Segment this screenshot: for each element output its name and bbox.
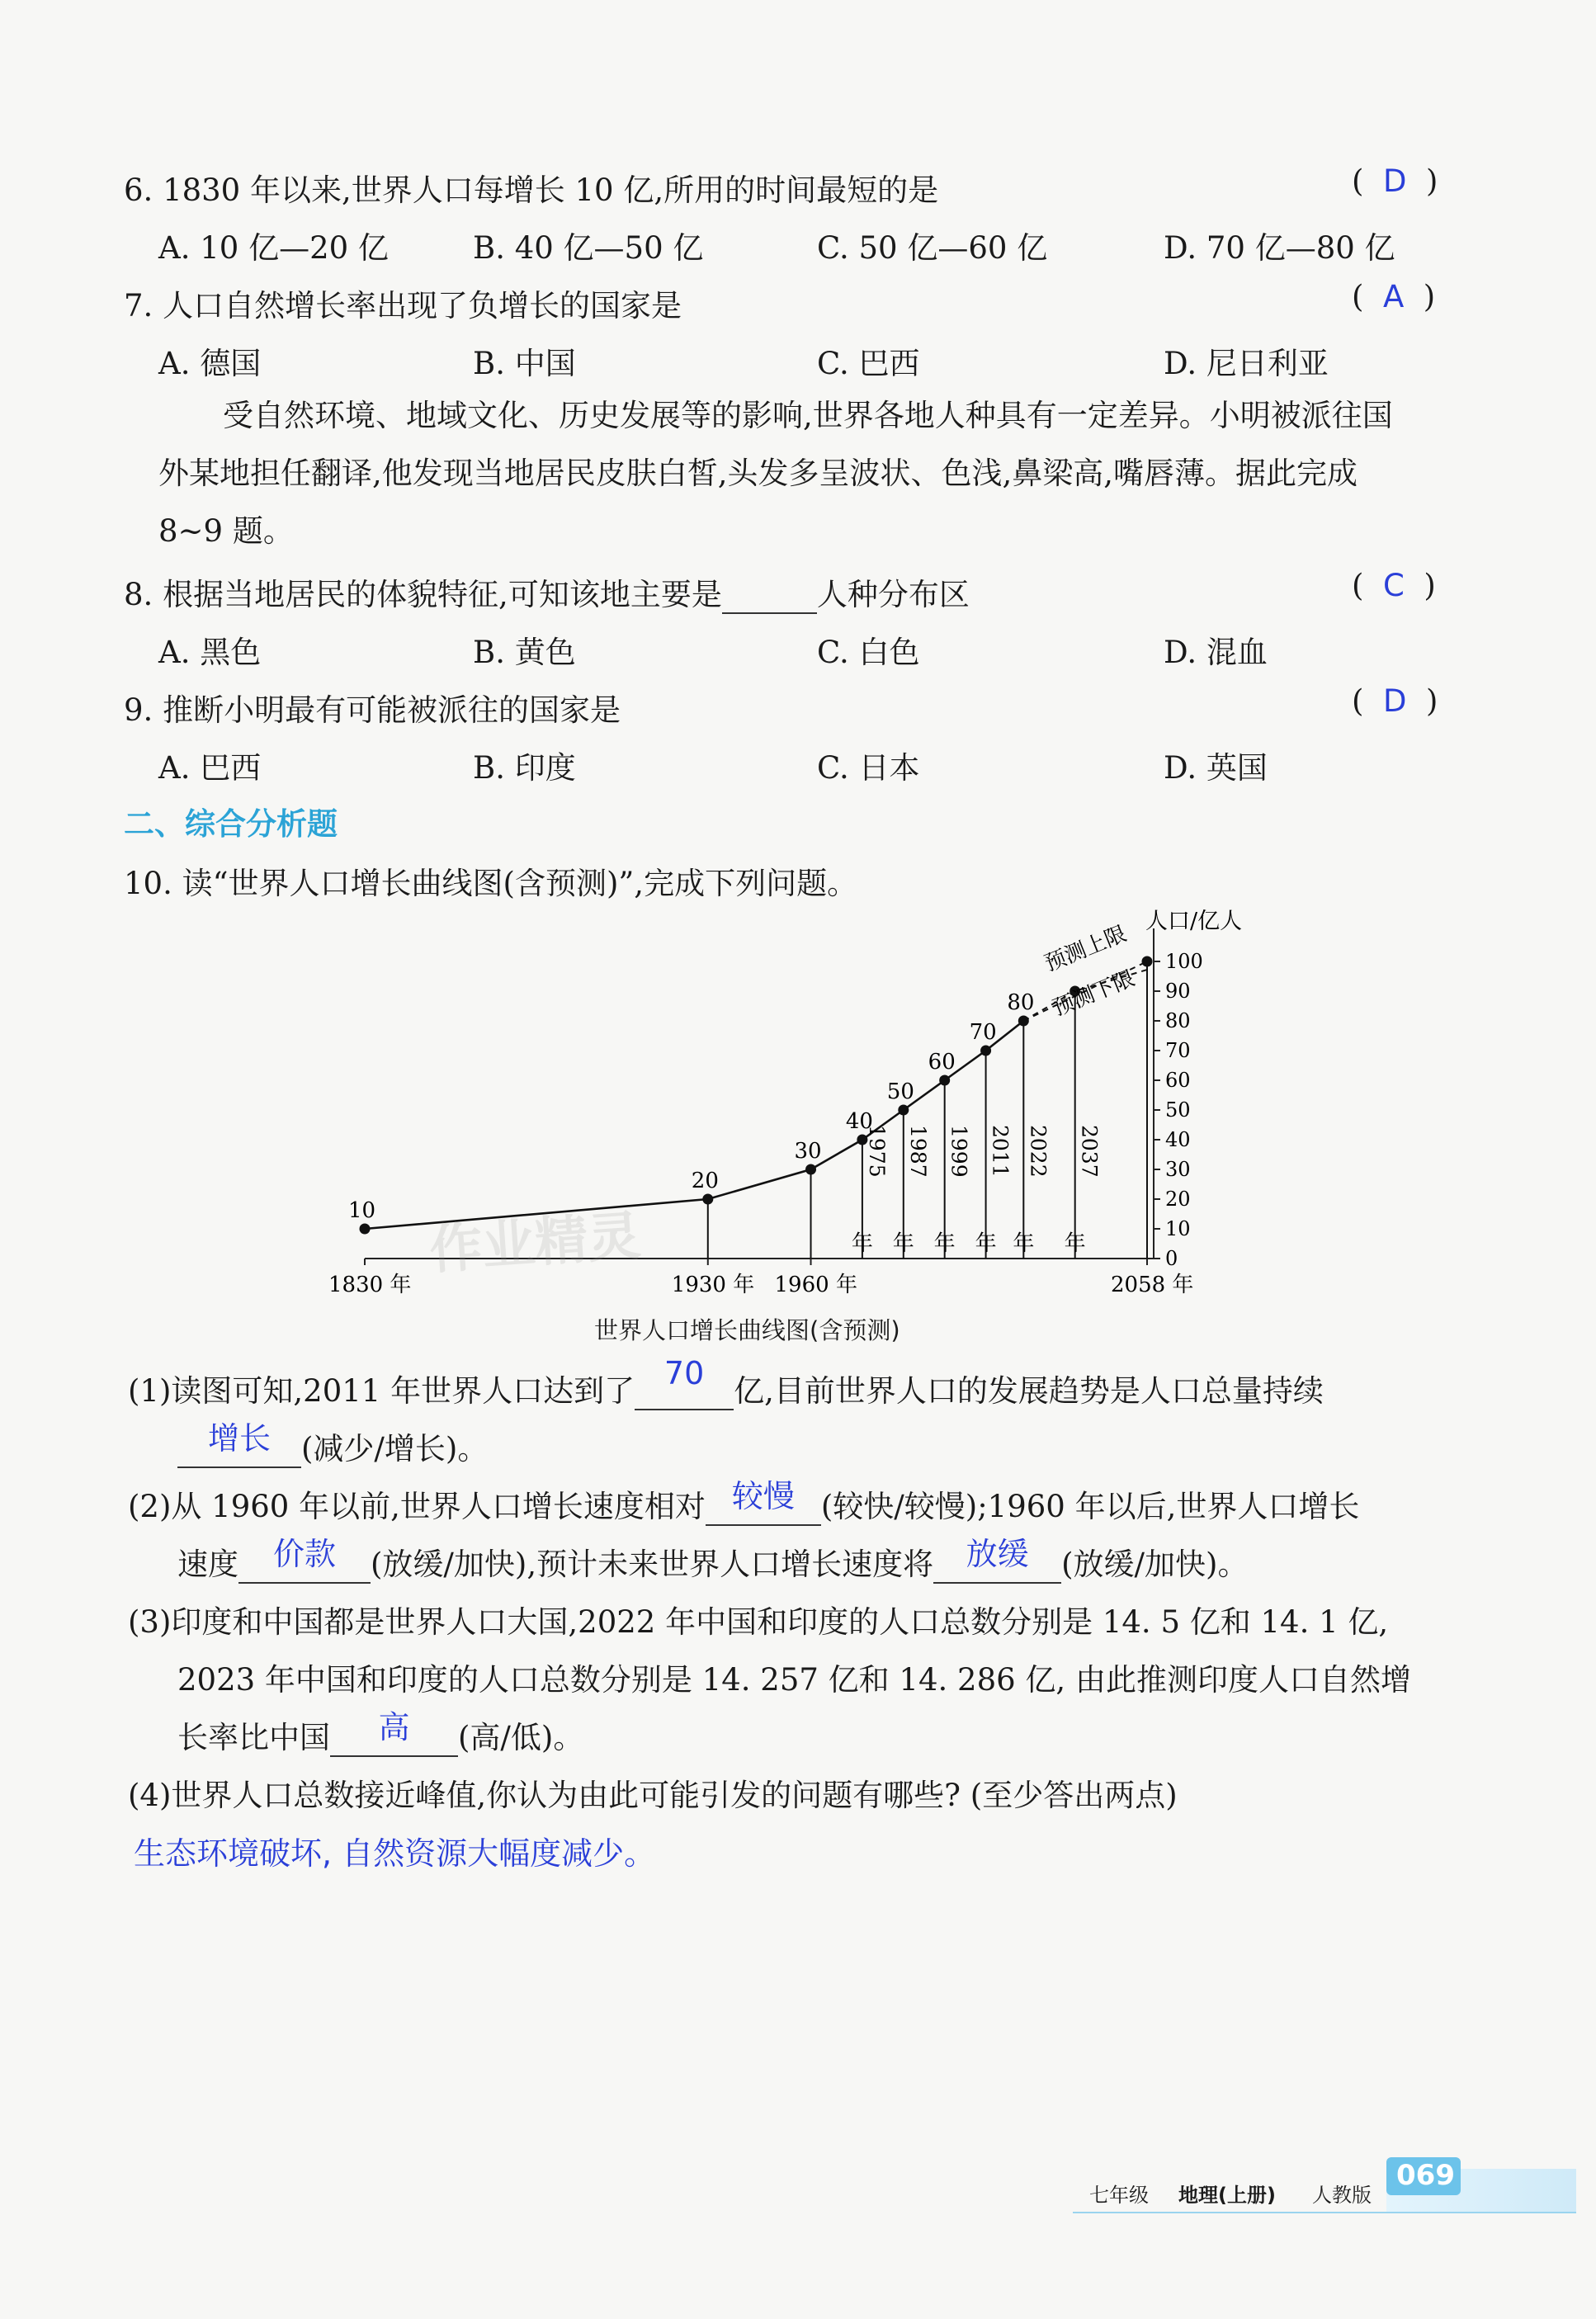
q7-option-d: D. 尼日利亚 — [1164, 346, 1329, 381]
y-tick-label: 90 — [1165, 980, 1191, 1003]
x-tick-label: 1960 年 — [774, 1273, 857, 1297]
q6-option-a: A. 10 亿—20 亿 — [158, 230, 389, 266]
q8-answer-bracket: ( C ) — [1352, 568, 1436, 603]
q10-sub2-d: (放缓/加快),预计未来世界人口增长速度将 — [371, 1547, 934, 1582]
watermark: 作业精灵 — [427, 1206, 643, 1282]
year-label-unit: 年 — [851, 1231, 873, 1256]
q7-answer: A — [1382, 279, 1405, 314]
x-tick-label: 1930 年 — [671, 1273, 755, 1297]
footer-grade: 七年级 — [1089, 2184, 1149, 2207]
q6-answer-bracket: ( D ) — [1352, 163, 1438, 199]
year-label-digits: 2022 — [1026, 1125, 1051, 1178]
data-point — [805, 1164, 816, 1175]
q7-stem: 7. 人口自然增长率出现了负增长的国家是 — [124, 288, 682, 324]
year-label-unit: 年 — [1064, 1231, 1086, 1256]
q6-option-b: B. 40 亿—50 亿 — [473, 230, 704, 266]
y-axis-label: 人口/亿人 — [1145, 909, 1243, 934]
forecast-lower-label: 预测下限 — [1049, 966, 1139, 1022]
q10-sub1-answer2: 增长 — [207, 1420, 271, 1457]
y-tick-label: 10 — [1165, 1217, 1191, 1240]
chart-caption: 世界人口增长曲线图(含预测) — [594, 1316, 900, 1344]
q8-stem — [124, 569, 970, 614]
data-label: 60 — [928, 1050, 956, 1074]
q10-sub3-line1: (3)印度和中国都是世界人口大国,2022 年中国和印度的人口总数分别是 14. 5 亿和 14. 1 亿, — [128, 1604, 1389, 1640]
q10-stem: 10. 读“世界人口增长曲线图(含预测)”,完成下列问题。 — [124, 866, 858, 901]
y-tick-label: 100 — [1165, 950, 1203, 973]
section-title: 二、综合分析题 — [124, 806, 338, 842]
q10-sub1-a: (1)读图可知,2011 年世界人口达到了 — [128, 1373, 635, 1409]
q10-sub2-answer2: 价款 — [272, 1536, 336, 1572]
q10-sub2-a: (2)从 1960 年以前,世界人口增长速度相对 — [128, 1489, 706, 1524]
q9-option-d: D. 英国 — [1164, 750, 1268, 786]
data-point — [898, 1105, 909, 1116]
q8-option-c: C. 白色 — [817, 635, 920, 670]
q10-sub1-line2 — [177, 1420, 489, 1468]
q10-sub3-blank1 — [330, 1709, 458, 1757]
data-point — [1018, 1016, 1029, 1027]
data-point — [980, 1046, 991, 1056]
q8-answer: C — [1382, 568, 1405, 603]
q10-sub1-blank2 — [177, 1420, 301, 1468]
q9-option-c: C. 日本 — [817, 750, 920, 786]
q10-sub1-line1 — [128, 1355, 1324, 1410]
q10-sub2-blank3 — [933, 1536, 1061, 1584]
q7-option-b: B. 中国 — [473, 346, 576, 381]
q7-option-c: C. 巴西 — [817, 346, 920, 381]
q7-answer-bracket: ( A ) — [1352, 279, 1436, 314]
q10-sub2-c: 速度 — [177, 1547, 238, 1582]
q10-sub3-line3 — [177, 1709, 584, 1757]
q10-sub2-blank2 — [238, 1536, 371, 1584]
year-label-unit: 年 — [975, 1231, 997, 1256]
passage-line-3: 8~9 题。 — [158, 513, 294, 549]
q6-stem: 6. 1830 年以来,世界人口每增长 10 亿,所用的时间最短的是 — [124, 172, 939, 208]
q10-sub3-line2: 2023 年中国和印度的人口总数分别是 14. 257 亿和 14. 286 亿, 由此推测印度人口自然增 — [177, 1662, 1411, 1698]
year-label-unit: 年 — [933, 1231, 956, 1256]
q9-answer: D — [1382, 683, 1407, 719]
q6-option-c: C. 50 亿—60 亿 — [817, 230, 1048, 266]
data-point — [939, 1075, 950, 1086]
passage-line-2: 外某地担任翻译,他发现当地居民皮肤白皙,头发多呈波状、色浅,鼻梁高,嘴唇薄。据此完成 — [158, 456, 1358, 491]
year-label-digits: 2011 — [988, 1125, 1013, 1178]
q10-sub4-answer: 生态环境破坏, 自然资源大幅度减少。 — [134, 1835, 656, 1872]
q10-sub2-blank1 — [706, 1478, 821, 1526]
x-tick-label: 1830 年 — [328, 1273, 412, 1297]
q8-option-d: D. 混血 — [1164, 635, 1268, 670]
q10-sub3-d: (高/低)。 — [458, 1720, 584, 1755]
q10-sub2-answer1: 较慢 — [731, 1478, 795, 1514]
q7-option-a: A. 德国 — [158, 346, 262, 381]
q9-option-b: B. 印度 — [473, 750, 576, 786]
q9-stem: 9. 推断小明最有可能被派往的国家是 — [124, 692, 621, 728]
q9-answer-bracket: ( D ) — [1352, 683, 1438, 719]
year-label-unit: 年 — [892, 1231, 914, 1256]
data-label: 20 — [691, 1169, 719, 1193]
q8-option-b: B. 黄色 — [473, 635, 576, 670]
data-point — [360, 1224, 371, 1235]
data-label: 80 — [1007, 990, 1035, 1015]
q8-blank — [722, 577, 817, 614]
year-label-digits: 1975 — [864, 1125, 889, 1178]
q8-stem-a: 8. 根据当地居民的体貌特征,可知该地主要是 — [124, 577, 722, 612]
q10-sub2-e: (放缓/加快)。 — [1061, 1547, 1249, 1582]
year-label-digits: 1999 — [947, 1125, 971, 1178]
y-tick-label: 20 — [1165, 1188, 1191, 1211]
q10-sub2-line1 — [128, 1478, 1360, 1526]
year-label-unit: 年 — [1013, 1231, 1035, 1256]
y-tick-label: 50 — [1165, 1098, 1191, 1122]
footer-edition: 人教版 — [1312, 2184, 1372, 2207]
footer-subject: 地理(上册) — [1178, 2184, 1276, 2207]
y-tick-label: 30 — [1165, 1158, 1191, 1181]
data-label: 50 — [886, 1079, 914, 1104]
data-label: 70 — [969, 1020, 997, 1045]
q10-sub1-b: 亿,目前世界人口的发展趋势是人口总量持续 — [734, 1373, 1324, 1409]
q10-sub1-blank1 — [635, 1355, 734, 1410]
footer-page-number: 069 — [1396, 2159, 1455, 2192]
q10-sub3-c: 长率比中国 — [177, 1720, 330, 1755]
forecast-upper-label: 预测上限 — [1041, 921, 1131, 977]
q6-option-d: D. 70 亿—80 亿 — [1164, 230, 1395, 266]
q10-sub4-question: (4)世界人口总数接近峰值,你认为由此可能引发的问题有哪些? (至少答出两点) — [128, 1778, 1178, 1813]
y-tick-label: 80 — [1165, 1009, 1191, 1032]
q9-option-a: A. 巴西 — [158, 750, 262, 786]
q8-option-a: A. 黑色 — [158, 635, 262, 670]
q10-sub2-b: (较快/较慢);1960 年以后,世界人口增长 — [820, 1489, 1360, 1524]
footer-underline — [1073, 2212, 1576, 2213]
data-label: 10 — [348, 1198, 376, 1223]
forecast-point-2058 — [1142, 956, 1153, 967]
year-label-digits: 2037 — [1077, 1125, 1102, 1178]
y-tick-label: 0 — [1165, 1247, 1178, 1270]
q10-sub2-line2 — [177, 1536, 1249, 1584]
data-label: 30 — [794, 1139, 822, 1164]
q10-sub1-c: (减少/增长)。 — [301, 1431, 489, 1466]
q10-sub3-answer1: 高 — [378, 1709, 410, 1745]
y-tick-label: 40 — [1165, 1128, 1191, 1151]
year-label-digits: 1987 — [905, 1125, 930, 1178]
data-point — [702, 1194, 713, 1205]
passage-line-1: 受自然环境、地域文化、历史发展等的影响,世界各地人种具有一定差异。小明被派往国 — [223, 398, 1393, 433]
q8-stem-b: 人种分布区 — [816, 577, 970, 612]
q6-answer: D — [1382, 163, 1407, 199]
x-tick-label: 2058 年 — [1111, 1273, 1194, 1297]
q10-sub2-answer3: 放缓 — [966, 1536, 1029, 1572]
y-tick-label: 70 — [1165, 1039, 1191, 1062]
y-tick-label: 60 — [1165, 1069, 1191, 1092]
data-label: 40 — [845, 1109, 873, 1134]
q10-sub1-answer1: 70 — [663, 1355, 705, 1391]
